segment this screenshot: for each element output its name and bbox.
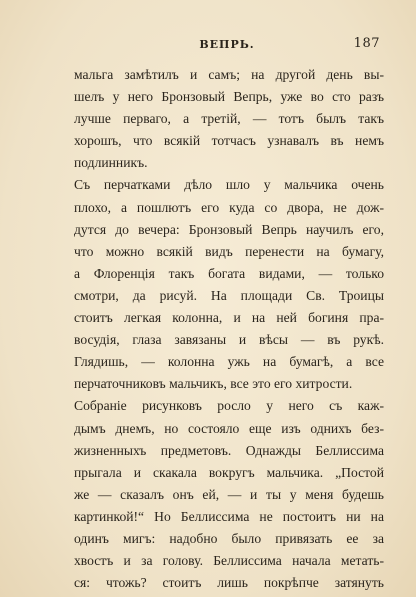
page-header [74,36,380,54]
text-line: шелъ у него Бронзовый Вепрь, уже во сто разъ [74,89,384,105]
text-line: дымъ днемъ, но состояло еще изъ однихъ без- [74,420,384,436]
text-line: же — сказалъ онъ ей, — и ты у меня будешь [74,486,384,502]
text-line: жизненныхъ предметовъ. Однажды Беллиссима [74,442,384,458]
text-line: перчаточниковъ мальчикъ, все это его хитрости. [74,376,353,392]
text-line: картинкой!“ Но Беллиссима не постоитъ ни на [74,508,384,524]
text-line: ся: чтожь? стоитъ лишь покрѣпче затянуть [74,575,384,591]
text-line: лучше перваго, а третій, — тотъ былъ такъ [74,111,384,127]
text-line: подлинникъ. [74,155,148,171]
text-line: мальга замѣтилъ и самъ; на другой день вы- [74,67,384,82]
text-line: одинъ мигъ: надобно было привязать ее за [74,530,384,546]
running-head: ВЕПРЬ. [199,38,255,51]
text-line: Глядишь, — колонна ужь на бумагѣ, а все [74,354,384,370]
text-line: смотри, да рисуй. На площади Св. Троицы [74,287,384,303]
text-line: прыгала и скакала вокругъ мальчика. „Постой [74,464,384,480]
text-line: дутся до вечера: Бронзовый Вепрь научилъ его, [74,221,384,237]
page-number: 187 [353,36,380,51]
text-line: плохо, а пошлютъ его куда со двора, не дож- [74,199,384,215]
text-line: Съ перчатками дѣло шло у мальчика очень [74,177,384,193]
text-line: хвостъ и за голову. Беллиссима начала метать- [74,553,384,569]
text-line: что можно всякій видъ перенести на бумагу, [74,243,384,259]
body-text [74,64,384,594]
text-line: Собраніе рисунковъ росло у него съ каж- [74,398,384,414]
text-line: а Флоренція такъ богата видами, — только [74,265,384,281]
text-line: хорошъ, что всякій тотчасъ узнавалъ въ немъ [74,133,384,149]
text-line: восудія, глаза завязаны и вѣсы — въ рукѣ. [74,332,384,348]
text-line: стоитъ легкая колонна, и на ней богиня пра- [74,310,384,326]
